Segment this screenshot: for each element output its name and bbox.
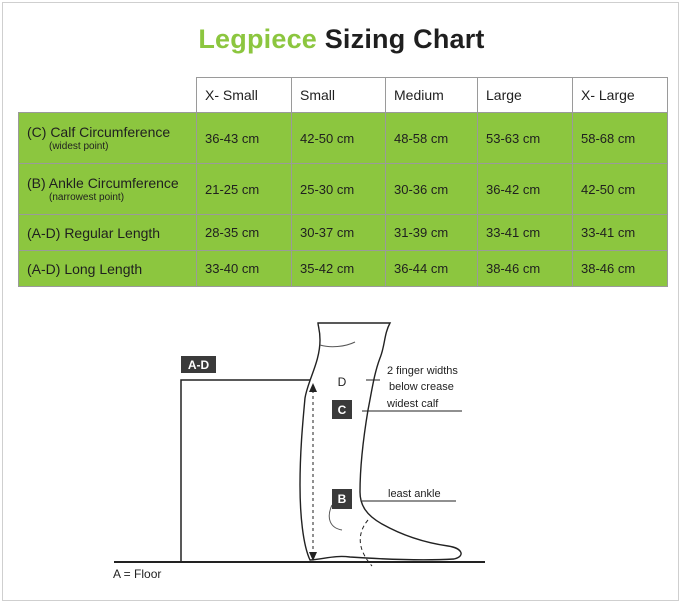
value-cell: 28-35 cm bbox=[197, 215, 292, 251]
title-text: Sizing Chart bbox=[324, 24, 485, 54]
widest-calf-label: widest calf bbox=[387, 398, 439, 410]
size-header: Medium bbox=[386, 78, 478, 113]
value-cell: 30-36 cm bbox=[386, 164, 478, 215]
value-cell: 36-43 cm bbox=[197, 113, 292, 164]
floor-label: A = Floor bbox=[113, 567, 162, 581]
b-box-label: B bbox=[337, 492, 347, 506]
value-cell: 38-46 cm bbox=[478, 251, 573, 287]
value-cell: 42-50 cm bbox=[292, 113, 386, 164]
value-cell: 33-41 cm bbox=[573, 215, 668, 251]
measure-note: (narrowest point) bbox=[49, 192, 125, 203]
value-cell: 42-50 cm bbox=[573, 164, 668, 215]
measure-label: (C) Calf Circumference bbox=[27, 124, 171, 140]
value-cell: 31-39 cm bbox=[386, 215, 478, 251]
value-cell: 35-42 cm bbox=[292, 251, 386, 287]
brand-name: Legpiece bbox=[198, 24, 318, 54]
value-cell: 36-42 cm bbox=[478, 164, 573, 215]
value-cell: 33-41 cm bbox=[478, 215, 573, 251]
value-cell: 36-44 cm bbox=[386, 251, 478, 287]
value-cell: 30-37 cm bbox=[292, 215, 386, 251]
value-cell: 25-30 cm bbox=[292, 164, 386, 215]
value-cell: 58-68 cm bbox=[573, 113, 668, 164]
c-box-label: C bbox=[337, 403, 347, 417]
ad-box-label: A-D bbox=[187, 358, 210, 372]
note-line-1: 2 finger widths bbox=[387, 365, 458, 377]
size-header: X- Large bbox=[573, 78, 668, 113]
size-header: Large bbox=[478, 78, 573, 113]
value-cell: 33-40 cm bbox=[197, 251, 292, 287]
least-ankle-label: least ankle bbox=[388, 488, 441, 500]
measure-label: (A-D) Long Length bbox=[27, 260, 143, 277]
value-cell: 38-46 cm bbox=[573, 251, 668, 287]
value-cell: 53-63 cm bbox=[478, 113, 573, 164]
note-line-2: below crease bbox=[389, 381, 454, 393]
size-header: X- Small bbox=[197, 78, 292, 113]
value-cell: 48-58 cm bbox=[386, 113, 478, 164]
size-header: Small bbox=[292, 78, 386, 113]
measure-label: (B) Ankle Circumference bbox=[27, 175, 179, 191]
value-cell: 21-25 cm bbox=[197, 164, 292, 215]
leg-outline bbox=[300, 323, 461, 560]
d-marker: D bbox=[337, 375, 347, 389]
measure-note: (widest point) bbox=[49, 141, 109, 152]
measure-label: (A-D) Regular Length bbox=[27, 224, 161, 241]
